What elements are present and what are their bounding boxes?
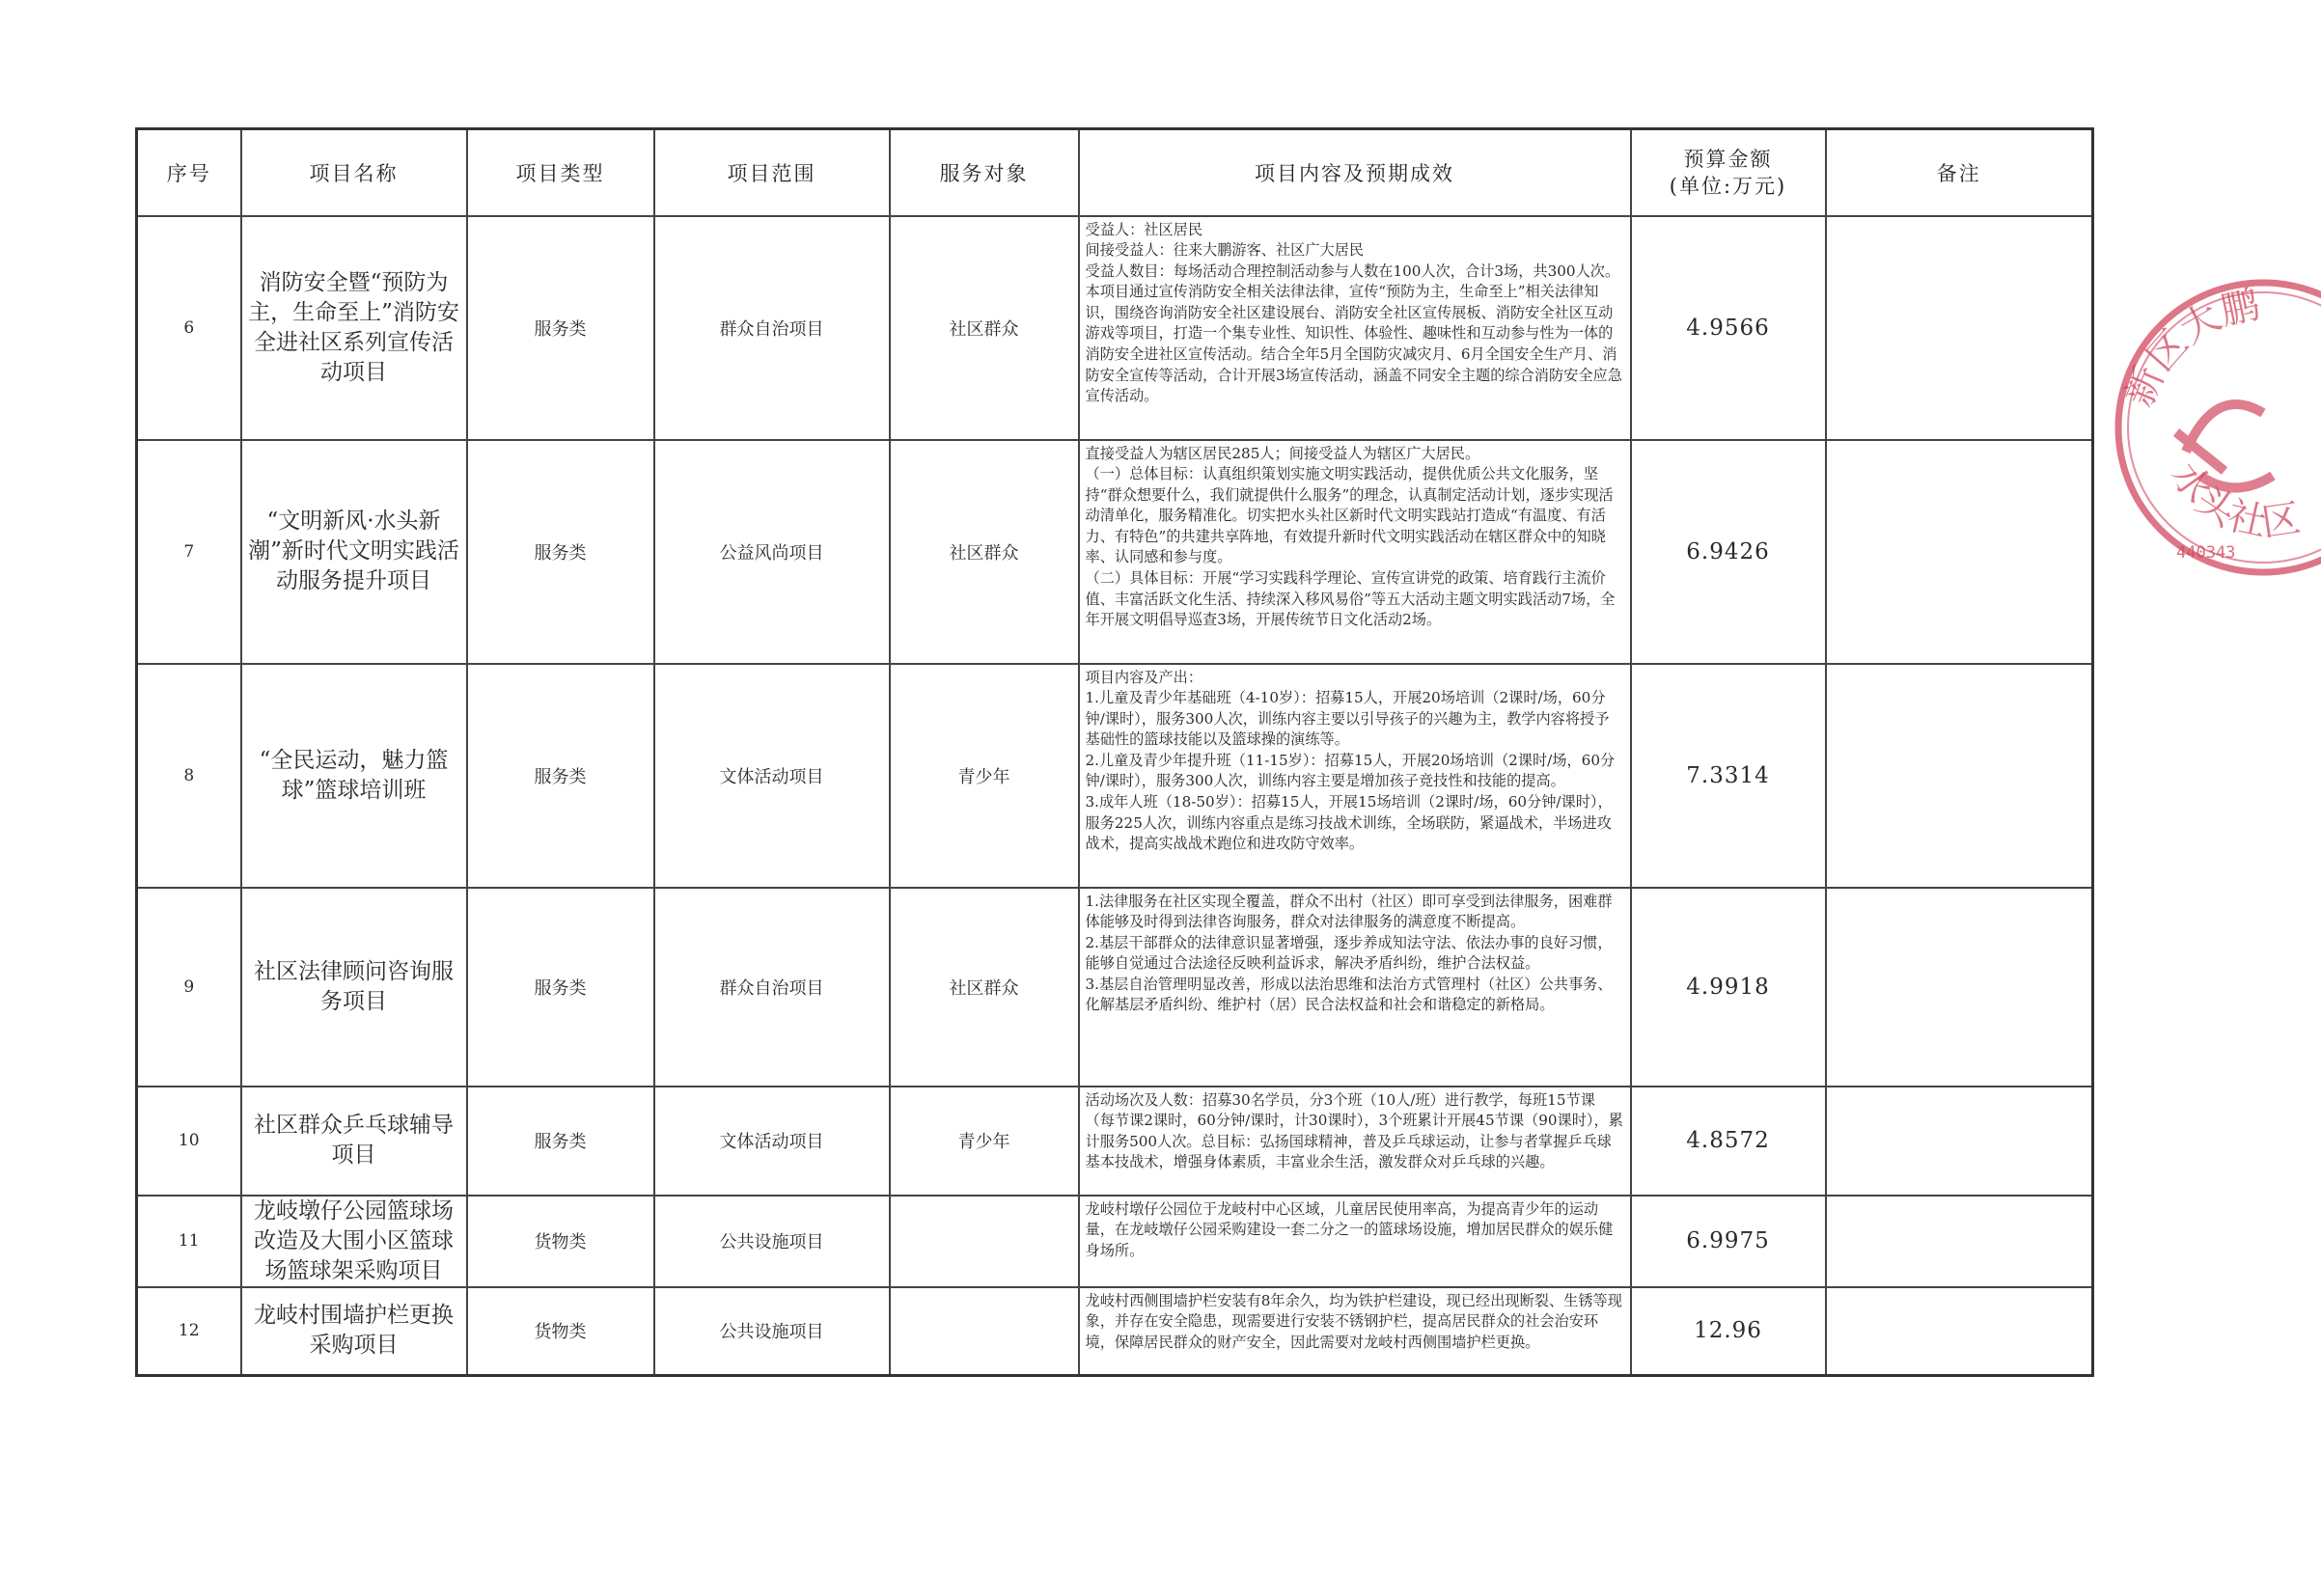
row-name: 社区群众乒乓球辅导项目 — [241, 1087, 467, 1196]
row-seq: 9 — [137, 888, 241, 1087]
row-scope: 文体活动项目 — [654, 664, 890, 888]
row-budget: 4.9918 — [1631, 888, 1826, 1087]
table-row — [137, 664, 2093, 888]
header-target: 服务对象 — [890, 129, 1079, 216]
row-name: “文明新风·水头新潮”新时代文明实践活动服务提升项目 — [241, 440, 467, 664]
header-budget-title: 预算金额 — [1683, 147, 1773, 171]
row-name: 社区法律顾问咨询服务项目 — [241, 888, 467, 1087]
row-content: 项目内容及产出： 1.儿童及青少年基础班（4-10岁）：招募15人，开展20场培训（2课时/场，60分钟/课时），服务300人次，训练内容主要以引导孩子的兴趣为主，教学内容将授予基础性的篮球技能以及篮球操的演练等。 2.儿童及青少年提升班（11-15岁）：招募15人，开展20场培训（2课时/场，60分钟/课时），服务300人次，训练内容主要是增加孩子竞技性和技能的提高。 3.成年人班（18-50岁）：招募15人，开展15场培训（2课时/场，60分钟/课时），服务225人次，训练内容重点是练习技战术训练，全场联防，紧逼战术，半场进攻战术，提高实战战术跑位和进攻防守效率。 — [1079, 664, 1631, 888]
row-scope: 公共设施项目 — [654, 1287, 890, 1376]
row-content: 龙岐村墩仔公园位于龙岐村中心区域，儿童居民使用率高，为提高青少年的运动量，在龙岐墩仔公园采购建设一套二分之一的篮球场设施，增加居民群众的娱乐健身场所。 — [1079, 1196, 1631, 1287]
row-target: 青少年 — [890, 664, 1079, 888]
seal-text-bottom: 水头社区 — [2162, 454, 2304, 546]
row-seq: 8 — [137, 664, 241, 888]
row-content: 1.法律服务在社区实现全覆盖，群众不出村（社区）即可享受到法律服务，困难群体能够及时得到法律咨询服务，群众对法律服务的满意度不断提高。 2.基层干部群众的法律意识显著增强，逐步养成知法守法、依法办事的良好习惯，能够自觉通过合法途径反映利益诉求，解决矛盾纠纷，维护合法权益。 3.基层自治管理明显改善，形成以法治思维和法治方式管理村（社区）公共事务、化解基层矛盾纠纷、维护村（居）民合法权益和社会和谐稳定的新格局。 — [1079, 888, 1631, 1087]
row-name: 龙岐墩仔公园篮球场改造及大围小区篮球场篮球架采购项目 — [241, 1196, 467, 1287]
project-table — [135, 127, 2094, 1377]
row-remarks — [1826, 664, 2093, 888]
row-target — [890, 1196, 1079, 1287]
seal-emblem — [2176, 404, 2273, 488]
official-seal — [2109, 268, 2321, 583]
seal-ring — [2118, 283, 2321, 572]
row-target: 社区群众 — [890, 216, 1079, 440]
row-scope: 群众自治项目 — [654, 216, 890, 440]
row-type: 服务类 — [467, 664, 654, 888]
header-content: 项目内容及预期成效 — [1079, 129, 1631, 216]
row-budget: 12.96 — [1631, 1287, 1826, 1376]
header-row — [137, 129, 2093, 216]
row-seq: 10 — [137, 1087, 241, 1196]
row-budget: 6.9426 — [1631, 440, 1826, 664]
row-remarks — [1826, 1087, 2093, 1196]
row-name: 消防安全暨“预防为主，生命至上”消防安全进社区系列宣传活动项目 — [241, 216, 467, 440]
row-budget: 6.9975 — [1631, 1196, 1826, 1287]
row-target: 青少年 — [890, 1087, 1079, 1196]
seal-inner-ring — [2128, 292, 2321, 563]
header-name: 项目名称 — [241, 129, 467, 216]
row-target: 社区群众 — [890, 440, 1079, 664]
row-remarks — [1826, 440, 2093, 664]
row-seq: 7 — [137, 440, 241, 664]
row-scope: 公共设施项目 — [654, 1196, 890, 1287]
header-remarks: 备注 — [1826, 129, 2093, 216]
row-type: 货物类 — [467, 1287, 654, 1376]
row-seq: 6 — [137, 216, 241, 440]
header-budget — [1631, 129, 1826, 216]
table-row — [137, 1196, 2093, 1287]
row-type: 货物类 — [467, 1196, 654, 1287]
table-row — [137, 1087, 2093, 1196]
row-remarks — [1826, 216, 2093, 440]
row-content: 受益人：社区居民 间接受益人：往来大鹏游客、社区广大居民 受益人数目：每场活动合理控制活动参与人数在100人次，合计3场，共300人次。 本项目通过宣传消防安全相关法律法律，宣传“预防为主，生命至上”相关法律知识，围绕咨询消防安全社区建设展台、消防安全社区宣传展板、消防安全社区互动游戏等项目，打造一个集专业性、知识性、体验性、趣味性和互动参与性为一体的消防安全进社区宣传活动。结合全年5月全国防灾减灾月、6月全国安全生产月、消防安全宣传等活动，合计开展3场宣传活动，涵盖不同安全主题的综合消防安全应急宣传活动。 — [1079, 216, 1631, 440]
table-row — [137, 888, 2093, 1087]
table-row — [137, 216, 2093, 440]
row-seq: 11 — [137, 1196, 241, 1287]
row-budget: 4.9566 — [1631, 216, 1826, 440]
row-seq: 12 — [137, 1287, 241, 1376]
seal-code: 440343 — [2176, 543, 2236, 563]
row-budget: 7.3314 — [1631, 664, 1826, 888]
header-budget-unit: (单位:万元) — [1669, 174, 1787, 198]
row-budget: 4.8572 — [1631, 1087, 1826, 1196]
row-content: 龙岐村西侧围墙护栏安装有8年余久，均为铁护栏建设，现已经出现断裂、生锈等现象，并存在安全隐患，现需要进行安装不锈钢护栏，提高居民群众的社会治安环境，保障居民群众的财产安全，因此需要对龙岐村西侧围墙护栏更换。 — [1079, 1287, 1631, 1376]
row-content: 直接受益人为辖区居民285人；间接受益人为辖区广大居民。 （一）总体目标：认真组织策划实施文明实践活动，提供优质公共文化服务，坚持“群众想要什么，我们就提供什么服务”的理念，认真制定活动计划，逐步实现活动清单化，服务精准化。切实把水头社区新时代文明实践站打造成“有温度、有活力、有特色”的共建共享阵地，有效提升新时代文明实践活动在辖区群众中的知晓率、认同感和参与度。 （二）具体目标：开展“学习实践科学理论、宣传宣讲党的政策、培育践行主流价值、丰富活跃文化生活、持续深入移风易俗”等五大活动主题文明实践活动7场，全年开展文明倡导巡查3场，开展传统节日文化活动2场。 — [1079, 440, 1631, 664]
header-seq: 序号 — [137, 129, 241, 216]
row-content: 活动场次及人数：招募30名学员，分3个班（10人/班）进行教学，每班15节课（每节课2课时，60分钟/课时，计30课时），3个班累计开展45节课（90课时），累计服务500人次。总目标：弘扬国球精神，普及乒乓球运动，让参与者掌握乒乓球基本技战术，增强身体素质，丰富业余生活，激发群众对乒乓球的兴趣。 — [1079, 1087, 1631, 1196]
header-type: 项目类型 — [467, 129, 654, 216]
row-target — [890, 1287, 1079, 1376]
row-type: 服务类 — [467, 440, 654, 664]
row-target: 社区群众 — [890, 888, 1079, 1087]
row-name: 龙岐村围墙护栏更换采购项目 — [241, 1287, 467, 1376]
row-scope: 文体活动项目 — [654, 1087, 890, 1196]
row-type: 服务类 — [467, 888, 654, 1087]
table-body — [137, 216, 2093, 1376]
row-scope: 群众自治项目 — [654, 888, 890, 1087]
row-scope: 公益风尚项目 — [654, 440, 890, 664]
row-remarks — [1826, 1196, 2093, 1287]
header-scope: 项目范围 — [654, 129, 890, 216]
row-type: 服务类 — [467, 216, 654, 440]
row-remarks — [1826, 1287, 2093, 1376]
table-row — [137, 440, 2093, 664]
row-remarks — [1826, 888, 2093, 1087]
row-name: “全民运动，魅力篮球”篮球培训班 — [241, 664, 467, 888]
table-row — [137, 1287, 2093, 1376]
seal-text-top: 新区大鹏 — [2116, 282, 2264, 414]
row-type: 服务类 — [467, 1087, 654, 1196]
